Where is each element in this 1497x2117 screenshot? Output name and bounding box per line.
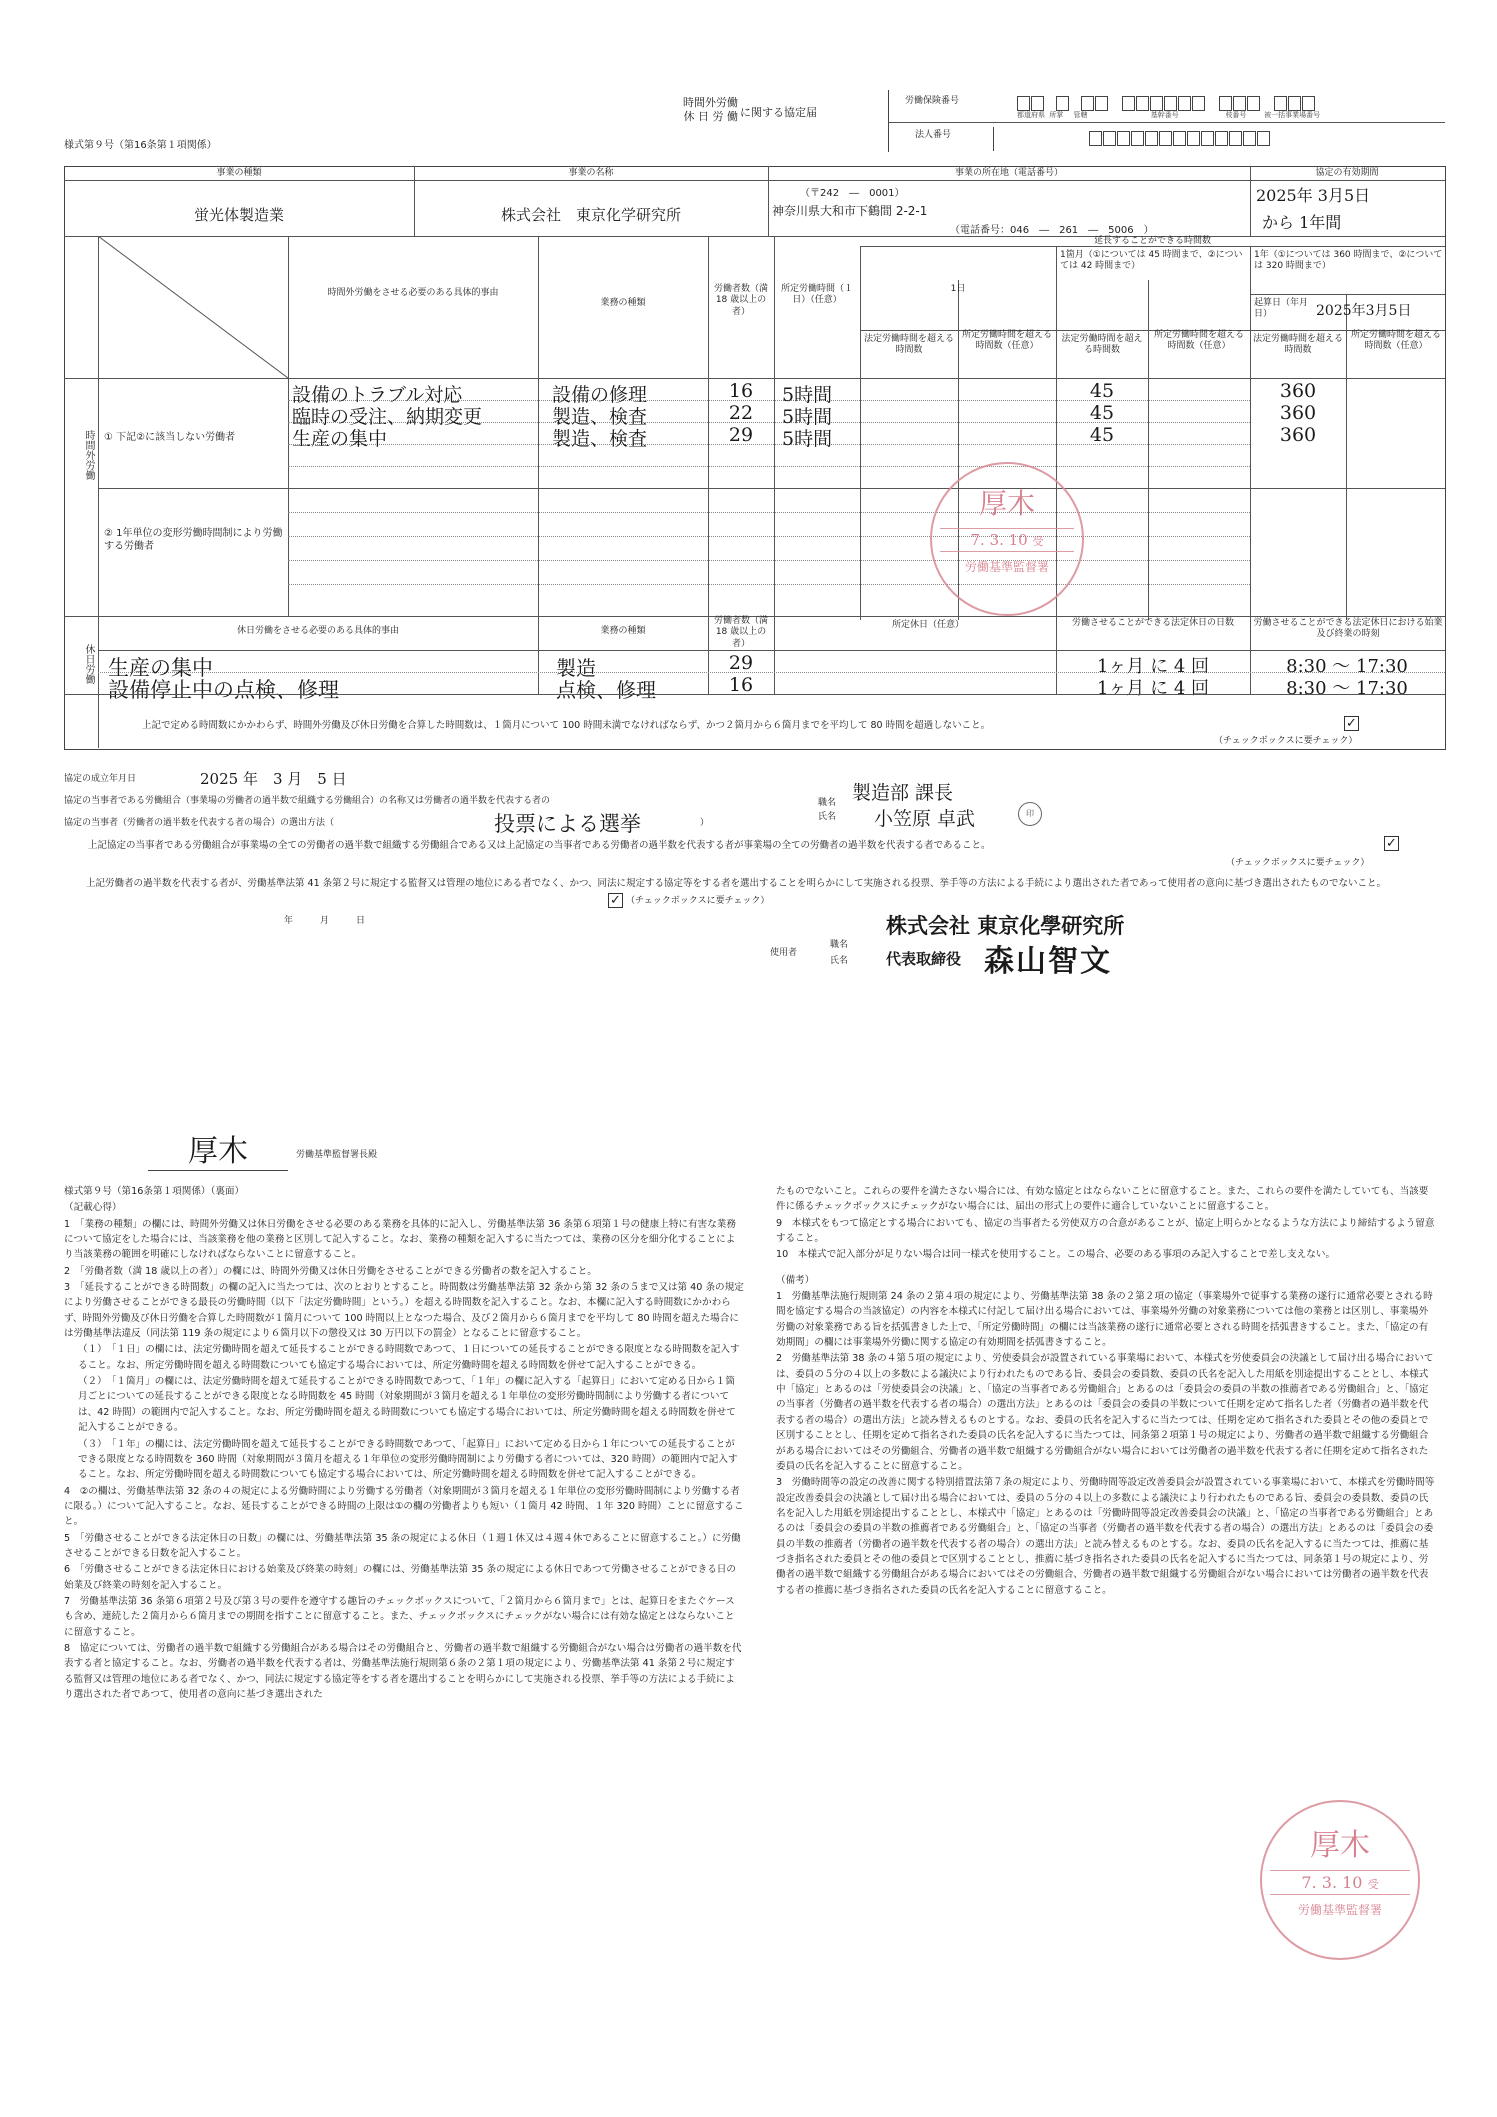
office-name: 厚木 <box>148 1126 288 1171</box>
col-overtime-workers: 労働者数（満 18 歳以上の者） <box>713 284 768 317</box>
overtime-job: 製造、検査 <box>552 428 648 450</box>
overtime-month: 45 <box>1089 380 1115 402</box>
section-overtime-label: 時間外労働 <box>83 430 94 480</box>
row2-label: ② 1年単位の変形労働時間制により労働する労働者 <box>104 528 283 552</box>
section-holiday-label: 休日労働 <box>83 644 94 684</box>
col-holiday-days: 労働させることができる法定休日の日数 <box>1071 618 1234 628</box>
holiday-workers: 16 <box>728 674 754 696</box>
col-holiday-reason: 休日労働をさせる必要のある具体的事由 <box>236 626 399 636</box>
overtime-job: 製造、検査 <box>552 406 648 428</box>
holiday-days: 1ヶ月 に 4 回 <box>1096 656 1210 677</box>
party-label: 協定の当事者である労働組合（事業場の労働者の過半数で組織する労働組合）の名称又は労働者の過半数を代表する者の <box>64 796 551 806</box>
insurance-sub-pref: 都道府県 <box>1017 111 1045 119</box>
col-year-scheduled: 所定労働時間を超える時間数（任意） <box>1350 330 1441 352</box>
overtime-workers: 29 <box>728 424 754 446</box>
employer-title: 代表取締役 <box>886 950 962 968</box>
col-overtime-reason: 時間外労働をさせる必要のある具体的事由 <box>327 288 499 298</box>
holiday-time: 8:30 〜 17:30 <box>1286 656 1408 677</box>
insurance-sub-core: 基幹番号 <box>1150 111 1179 119</box>
instruction-item: 6 「労働させることができる法定休日における始業及び終業の時刻」の欄には、労働基準法第 35 条の規定による休日であつて労働させることができる日の始業及び終業の時刻を記入すること。 <box>64 1564 736 1591</box>
start-date: 2025年3月5日 <box>1316 303 1412 319</box>
remark-item: 3 労働時間等の設定の改善に関する特別措置法第７条の規定により、労働時間等設定改善委員会が設置されている事業場において、本様式を労働時間等設定改善委員会の決議として届け出る場合においては、委員の５分の４以上の多数による議決により行われたものである旨、委員会の委員数、委員の氏名を記入した用紙を別途提出することとし、本様式中「協定」とあるのは「労働時間等設定改善委員会の決議」と、「協定の当事者である労働組合」とあるのは「委員会の委員の半数の推薦者である労働組合」と、「協定の当事者（労働者の過半数を代表する者の場合）の選出方法」とあるのは「委員会の委員の半数の推薦者（労働者の過半数を代表する者の場合）の選出方法」と読み替えるものとする。なお、委員の氏名を記入するに当たつては、推薦に基づき指名された委員とその他の委員とで区別することとし、推薦に基づき指名された委員の氏名を記入するに当たつては、同条第１号の規定により、労働者の過半数で組織する労働組合がある場合においてはその労働組合、労働者の過半数で組織する労働組合がない場合においては労働者の過半数を代表する者の推薦に基づき指名された委員の氏名を記入することに留意すること。 <box>776 1477 1435 1596</box>
col-holiday-job: 業務の種類 <box>600 626 646 636</box>
majority-statement: 上記協定の当事者である労働組合が事業場の全ての労働者の過半数で組織する労働組合である又は上記協定の当事者である労働者の過半数を代表する者が事業場の全ての労働者の過半数を代表する者であること。 <box>88 840 991 851</box>
instruction-item: （３） 「１年」の欄には、法定労働時間を超えて延長することができる時間数であつて、「起算日」において定める日から１年についての延長することができる限度となる時間数を 360 時間（対象期間が３箇月を超える１年単位の変形労働時間制により労働する者については、320 時間）の範囲内で記入すること。なお、所定労働時間を超える時間数についても協定する場合においては、所定労働時間を超える時間数を併せて記入することができる。 <box>78 1438 738 1481</box>
party-seal: 印 <box>1018 802 1042 826</box>
overtime-job: 設備の修理 <box>552 384 648 406</box>
receipt-stamp-date: 7. 3. 10 <box>1301 1873 1363 1892</box>
overtime-hours: 5時間 <box>782 406 833 428</box>
overtime-hours: 5時間 <box>782 428 833 450</box>
receipt-stamp <box>930 462 1084 616</box>
receipt-stamp-org: 労働基準監督署 <box>964 560 1049 574</box>
instruction-item: 8 協定については、労働者の過半数で組織する労働組合がある場合はその労働組合と、労働者の過半数で組織する労働組合がない場合は労働者の過半数を代表する者と協定すること。なお、労働者の過半数を代表する者は、労働基準法施行規則第６条の２第１項の規定により、労働基準法第 41 条第２号に規定する監督又は管理の地位にある者でなく、かつ、同法に規定する協定等をする者を選出することを明らかにして実施される投票、挙手等の方法による手続により選出された者であつて、使用者の意向に基づき選出された <box>64 1642 742 1700</box>
agreement-date-label: 協定の成立年月日 <box>64 774 137 784</box>
instruction-item: 3 「延長することができる時間数」の欄の記入に当たつては、次のとおりとすること。時間数は労働基準法第 32 条から第 32 条の５まで又は第 40 条の規定により労働させることができる最長の労働時間（以下「法定労働時間」という。）を超える時間数を記入すること。なお、本欄に記入する時間数にかかわらず、時間外労働及び休日労働を合算した時間数が１箇月について 100 時間以上となつた場合、及び２箇月から６箇月までを平均して 80 時間を超えた場合には労働基準法違反（同法第 119 条の規定により６箇月以下の懲役又は 30 万円以下の罰金）となることに留意すること。 <box>64 1282 744 1340</box>
col-holiday-time: 労働させることができる法定休日における始業及び終業の時刻 <box>1253 618 1443 640</box>
selection-method: 投票による選挙 <box>494 812 641 836</box>
overtime-year: 360 <box>1279 380 1317 402</box>
overtime-reason: 臨時の受注、納期変更 <box>292 406 483 428</box>
instruction-item: 2 「労働者数（満 18 歳以上の者）」の欄には、時間外労働又は休日労働をさせることができる労働者の数を記入すること。 <box>64 1265 597 1277</box>
limit-checkbox-note: （チェックボックスに要チェック） <box>1214 736 1358 746</box>
holiday-job: 製造 <box>556 656 596 680</box>
col-overtime-hours: 所定労働時間（１日）（任意） <box>780 284 853 306</box>
representative-checkbox-note: （チェックボックスに要チェック） <box>626 896 770 906</box>
instruction-item: 7 労働基準法第 36 条第６項第２号及び第３号の要件を遵守する趣旨のチェックボックスについて、「２箇月から６箇月まで」とは、起算日をまたぐケースも含め、連続した２箇月から６箇月までの期間を指すことに留意すること。また、チェックボックスにチェックがない場合には有効な協定とはならないことに留意すること。 <box>64 1595 735 1638</box>
instruction-item: 1 「業務の種類」の欄には、時間外労働又は休日労働をさせる必要のある業務を具体的に記入し、労働基準法第 36 条第６項第１号の健康上特に有害な業務について協定をした場合には、当該業務を他の業務と区別して記入すること。なお、業務の種類を記入するに当たつては、業務の区分を細分化することにより当該業務の範囲を明確にしなければならないことに留意すること。 <box>64 1218 736 1261</box>
col-start-label: 起算日（年月日） <box>1254 298 1309 320</box>
remark-item: 1 労働基準法施行規則第 24 条の２第４項の規定により、労働基準法第 38 条の２第２項の協定（事業場外で従事する業務の遂行に通常必要とされる時間を協定する場合の当該協定）の内容を本様式に付記して届け出る場合においては、事業場外労働の対象業務については他の業務とは区別し、事業場外労働の対象業務である旨を括弧書きした上で、「所定労働時間」の欄には当該業務の遂行に通常必要とされる時間を括弧書きすること。また、「協定の有効期間」の欄には事業場外労働に関する協定の有効期間を括弧書きすること。 <box>776 1291 1433 1349</box>
col-day-legal: 法定労働時間を超える時間数 <box>863 334 954 356</box>
instruction-item: （２） 「１箇月」の欄には、法定労働時間を超えて延長することができる時間数であつて、「１年」の欄に記入する「起算日」において定める日から１箇月ごとについての延長することができる限度となる時間数を 45 時間（対象期間が３箇月を超える１年単位の変形労働時間制により労働する者については、42 時間）の範囲内で記入すること。なお、所定労働時間を超える時間数についても協定する場合においては、所定労働時間を超える時間数を併せて記入することができる。 <box>78 1376 736 1434</box>
title-suffix: に関する協定届 <box>740 106 817 119</box>
limit-checkbox[interactable]: ✓ <box>1344 716 1359 731</box>
representative-statement: 上記労働者の過半数を代表する者が、労働基準法第 41 条第２号に規定する監督又は管理の地位にある者でなく、かつ、同法に規定する協定等をする者を選出することを明らかにして実施される投票、挙手等の方法による手続により選出された者であって使用者の意向に基づき選出されたものでないこと。 <box>86 878 1386 889</box>
remarks-heading: （備考） <box>776 1274 815 1286</box>
form-id: 様式第９号（第16条第１項関係） <box>64 140 217 151</box>
office-suffix: 労働基準監督署長殿 <box>296 1150 378 1160</box>
party-name-label: 氏名 <box>818 812 837 822</box>
col-business-period: 協定の有効期間 <box>1315 168 1379 178</box>
overtime-hours: 5時間 <box>782 384 833 406</box>
business-type: 蛍光体製造業 <box>193 206 284 224</box>
col-day-scheduled: 所定労働時間を超える時間数（任意） <box>961 330 1052 352</box>
col-holiday-workers: 労働者数（満 18 歳以上の者） <box>713 616 768 649</box>
instruction-item: たものでないこと。これらの要件を満たさない場合には、有効な協定とはならないことに留意すること。また、これらの要件を満たしていても、当該要件に係るチェックボックスにチェックがない場合には、届出の形式上の要件に適合していないことに留意すること。 <box>776 1186 1429 1213</box>
business-postal: （〒242 ― 0001） <box>800 188 905 199</box>
insurance-label: 労働保険番号 <box>905 96 960 106</box>
receipt-stamp-back <box>1260 1800 1420 1960</box>
period-start: 2025年 3月5日 <box>1256 186 1371 205</box>
overtime-month: 45 <box>1089 424 1115 446</box>
business-phone: （電話番号：046 ― 261 ― 5006 ） <box>950 225 1154 236</box>
employer-title-label: 職名 <box>830 940 849 950</box>
corp-number-boxes <box>1089 128 1271 147</box>
holiday-reason: 生産の集中 <box>108 656 213 680</box>
insurance-sub-office: 管轄 <box>1073 111 1088 119</box>
employer-label: 使用者 <box>770 948 798 958</box>
col-extend: 延長することができる時間数 <box>1093 236 1211 246</box>
col-year: 1年（①については 360 時間まで、②については 320 時間まで） <box>1254 250 1443 272</box>
header-diagonal <box>98 236 288 378</box>
title-holiday: 休 日 労 働 <box>683 110 738 124</box>
signature-date: 年 月 日 <box>284 916 366 926</box>
back-heading: （記載心得） <box>64 1202 122 1214</box>
selection-close: ） <box>700 818 710 828</box>
period-length: から 1年間 <box>1262 213 1342 232</box>
instructions-right <box>776 1184 1436 1599</box>
col-overtime-job: 業務の種類 <box>600 298 646 308</box>
col-business-type: 事業の種類 <box>216 168 262 178</box>
insurance-sub-jurisdiction: 所掌 <box>1049 111 1064 119</box>
receipt-stamp-suffix: 受 <box>1367 1878 1379 1891</box>
receipt-stamp-date: 7. 3. 10 <box>970 531 1028 549</box>
instruction-item: 9 本様式をもつて協定とする場合においても、協定の当事者たる労使双方の合意があることが、協定上明らかとなるような方法により締結するよう留意すること。 <box>776 1217 1435 1245</box>
majority-checkbox-note: （チェックボックスに要チェック） <box>1226 858 1370 868</box>
employer-company: 株式会社 東京化學研究所 <box>886 913 1125 938</box>
overtime-reason: 生産の集中 <box>292 428 388 450</box>
agreement-date: 2025 年 3 月 5 日 <box>200 770 347 788</box>
col-month-legal: 法定労働時間を超える時間数 <box>1061 334 1143 356</box>
receipt-stamp-org: 労働基準監督署 <box>1297 1903 1382 1917</box>
instructions-left <box>64 1184 744 1703</box>
majority-checkbox[interactable]: ✓ <box>1384 836 1399 851</box>
limit-statement: 上記で定める時間数にかかわらず、時間外労働及び休日労働を合算した時間数は、１箇月について 100 時間未満でなければならず、かつ２箇月から６箇月までを平均して 80 時間を超過しないこと。 <box>142 720 991 731</box>
title-overtime: 時間外労働 <box>683 96 738 109</box>
party-name: 小笠原 卓武 <box>874 808 976 830</box>
holiday-time: 8:30 〜 17:30 <box>1286 678 1408 699</box>
selection-label: 協定の当事者（労働者の過半数を代表する者の場合）の選出方法（ <box>64 818 335 828</box>
insurance-sub-branch: 枝番号 <box>1225 111 1247 119</box>
holiday-days: 1ヶ月 に 4 回 <box>1096 678 1210 699</box>
receipt-stamp-office: 厚木 <box>978 487 1035 520</box>
overtime-workers: 16 <box>728 380 754 402</box>
col-month-scheduled: 所定労働時間を超える時間数（任意） <box>1153 330 1244 352</box>
col-business-address: 事業の所在地（電話番号） <box>954 168 1063 178</box>
overtime-year: 360 <box>1279 402 1317 424</box>
instruction-item: 4 ②の欄は、労働基準法第 32 条の４の規定による労働時間により労働する労働者（対象期間が３箇月を超える１年単位の変形労働時間制により労働する者に限る。）について記入すること。なお、延長することができる時間の上限は①の欄の労働者よりも短い（１箇月 42 時間、１年 320 時間）ことに留意すること。 <box>64 1485 744 1528</box>
instruction-item: 5 「労働させることができる法定休日の日数」の欄には、労働基準法第 35 条の規定による休日（１週１休又は４週４休であることに留意すること。）に労働させることができる日数を記入すること。 <box>64 1532 741 1559</box>
employer-name-label: 氏名 <box>830 956 849 966</box>
col-holiday-holiday: 所定休日（任意） <box>891 620 964 630</box>
col-year-legal: 法定労働時間を超える時間数 <box>1252 334 1343 356</box>
remark-item: 2 労働基準法第 38 条の４第５項の規定により、労使委員会が設置されている事業場において、本様式を労使委員会の決議として届け出る場合においては、委員の５分の４以上の多数による議決により行われたものである旨、委員会の委員数、委員の氏名を記入した用紙を別途提出することとし、本様式中「協定」とあるのは「労使委員会の決議」と、「協定の当事者である労働組合」とあるのは「委員会の委員の半数の推薦者である労働組合」と、「協定の当事者（労働者の過半数を代表する者の場合）の選出方法」とあるのは「委員会の委員の半数について任期を定めて指名した者（労働者の過半数を代表する者の場合）の選出方法」と読み替えるものとする。なお、委員の氏名を記入するに当たつては、任期を定めて指名された委員とその他の委員とで区別することとし、任期を定めて指名された委員の氏名を記入するに当たつては、同条第２項第１号の規定により、労働者の過半数で組織する労働組合がある場合においてはその労働組合、労働者の過半数で組織する労働組合がない場合においては労働者の過半数を代表する者に任期を定めて指名された委員の氏名を記入することに留意すること。 <box>776 1353 1434 1472</box>
overtime-reason: 設備のトラブル対応 <box>292 384 463 406</box>
overtime-year: 360 <box>1279 424 1317 446</box>
employer-name: 森山智文 <box>984 944 1112 979</box>
back-form-id: 様式第９号（第16条第１項関係）（裏面） <box>64 1186 245 1197</box>
row1-label: ① 下記②に該当しない労働者 <box>104 432 236 443</box>
col-month: 1箇月（①については 45 時間まで、②については 42 時間まで） <box>1060 250 1243 272</box>
holiday-job: 点検、修理 <box>556 678 656 702</box>
insurance-sub-bulk: 被一括事業場番号 <box>1264 111 1321 119</box>
party-title: 製造部 課長 <box>852 782 954 804</box>
instruction-item: （１） 「１日」の欄には、法定労働時間を超えて延長することができる時間数であつて、１日についての延長することができる限度となる時間数を記入すること。なお、所定労働時間を超える時間数についても協定する場合においては、所定労働時間を超える時間数を併せて記入することができる。 <box>78 1344 740 1371</box>
party-title-label: 職名 <box>818 798 837 808</box>
overtime-workers: 22 <box>728 402 754 424</box>
col-day: 1日 <box>950 284 966 294</box>
holiday-workers: 29 <box>728 652 754 674</box>
corp-number-label: 法人番号 <box>915 130 952 140</box>
receipt-stamp-office: 厚木 <box>1310 1828 1370 1863</box>
insurance-box <box>888 90 1445 152</box>
business-address: 神奈川県大和市下鶴間 2-2-1 <box>772 204 928 218</box>
receipt-stamp-suffix: 受 <box>1032 535 1044 548</box>
col-business-name: 事業の名称 <box>568 168 614 178</box>
overtime-month: 45 <box>1089 402 1115 424</box>
business-name: 株式会社 東京化学研究所 <box>500 206 681 224</box>
instruction-item: 10 本様式で記入部分が足りない場合は同一様式を使用すること。この場合、必要のある事項のみ記入することで差し支えない。 <box>776 1249 1336 1261</box>
holiday-reason: 設備停止中の点検、修理 <box>108 678 339 702</box>
representative-checkbox[interactable]: ✓ <box>608 893 623 908</box>
